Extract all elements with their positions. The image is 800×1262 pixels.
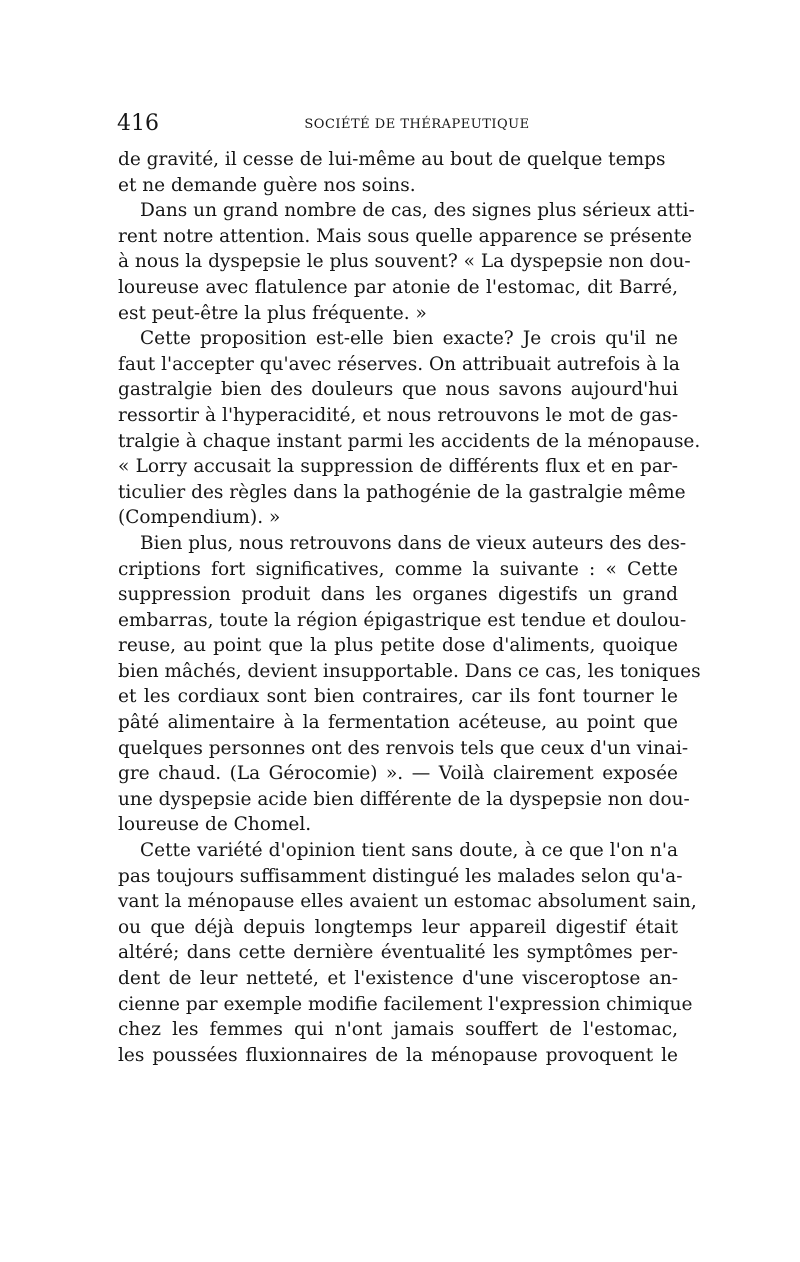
- text-line: et ne demande guère nos soins.: [118, 174, 416, 196]
- text-line: dent de leur netteté, et l'existence d'une visceroptose an-: [118, 968, 678, 989]
- text-line: altéré; dans cette dernière éventualité les symptômes per-: [118, 942, 678, 964]
- text-line: vant la ménopause elles avaient un estomac absolument sain,: [118, 891, 697, 913]
- text-line: suppression produit dans les organes digestifs un grand: [118, 584, 678, 606]
- text-line: gre chaud. (La Gérocomie) ». — Voilà clairement exposée: [118, 763, 678, 785]
- text-line: et les cordiaux sont bien contraires, car ils font tourner le: [118, 686, 678, 708]
- text-line: Bien plus, nous retrouvons dans de vieux auteurs des des-: [140, 532, 687, 554]
- text-line: ou que déjà depuis longtemps leur appareil digestif était: [118, 916, 678, 938]
- text-line: gastralgie bien des douleurs que nous savons aujourd'hui: [118, 379, 678, 401]
- text-line: bien mâchés, devient insupportable. Dans ce cas, les toniques: [118, 660, 701, 682]
- text-line: reuse, au point que la plus petite dose d'aliments, quoique: [118, 635, 678, 657]
- text-line: criptions fort significatives, comme la suivante : « Cette: [118, 558, 678, 580]
- running-title: SOCIÉTÉ DE THÉRAPEUTIQUE: [304, 117, 530, 132]
- text-line: quelques personnes ont des renvois tels que ceux d'un vinai-: [118, 737, 689, 759]
- text-line: faut l'accepter qu'avec réserves. On attribuait autrefois à la: [118, 353, 680, 375]
- text-line: est peut-être la plus fréquente. »: [118, 302, 427, 324]
- body-text: [118, 147, 701, 1068]
- text-line: « Lorry accusait la suppression de différents flux et en par-: [118, 456, 678, 478]
- text-line: chez les femmes qui n'ont jamais souffert de l'estomac,: [118, 1019, 678, 1041]
- text-line: rent notre attention. Mais sous quelle apparence se présente: [118, 225, 692, 247]
- text-line: Cette variété d'opinion tient sans doute, à ce que l'on n'a: [140, 840, 678, 862]
- text-line: une dyspepsie acide bien différente de la dyspepsie non dou-: [118, 788, 690, 810]
- text-line: à nous la dyspepsie le plus souvent? « La dyspepsie non dou-: [118, 251, 691, 273]
- text-line: ticulier des règles dans la pathogénie de la gastralgie même: [118, 481, 686, 503]
- text-line: loureuse avec flatulence par atonie de l'estomac, dit Barré,: [118, 276, 678, 298]
- text-line: tralgie à chaque instant parmi les accidents de la ménopause.: [118, 430, 701, 452]
- text-line: les poussées fluxionnaires de la ménopause provoquent le: [118, 1044, 678, 1066]
- text-line: ressortir à l'hyperacidité, et nous retrouvons le mot de gas-: [118, 404, 678, 426]
- text-line: embarras, toute la région épigastrique est tendue et doulou-: [118, 609, 687, 631]
- text-line: Cette proposition est-elle bien exacte? Je crois qu'il ne: [140, 328, 678, 350]
- text-line: de gravité, il cesse de lui-même au bout de quelque temps: [118, 149, 666, 170]
- text-line: (Compendium). »: [118, 507, 281, 529]
- page-number: 416: [117, 111, 159, 136]
- page-header: [117, 108, 682, 140]
- text-line: cienne par exemple modifie facilement l'expression chimique: [118, 993, 693, 1015]
- text-line: pas toujours suffisamment distingué les malades selon qu'a-: [118, 865, 683, 887]
- text-line: Dans un grand nombre de cas, des signes plus sérieux atti-: [140, 200, 695, 222]
- text-line: pâté alimentaire à la fermentation acéteuse, au point que: [118, 712, 678, 734]
- text-line: loureuse de Chomel.: [118, 814, 312, 836]
